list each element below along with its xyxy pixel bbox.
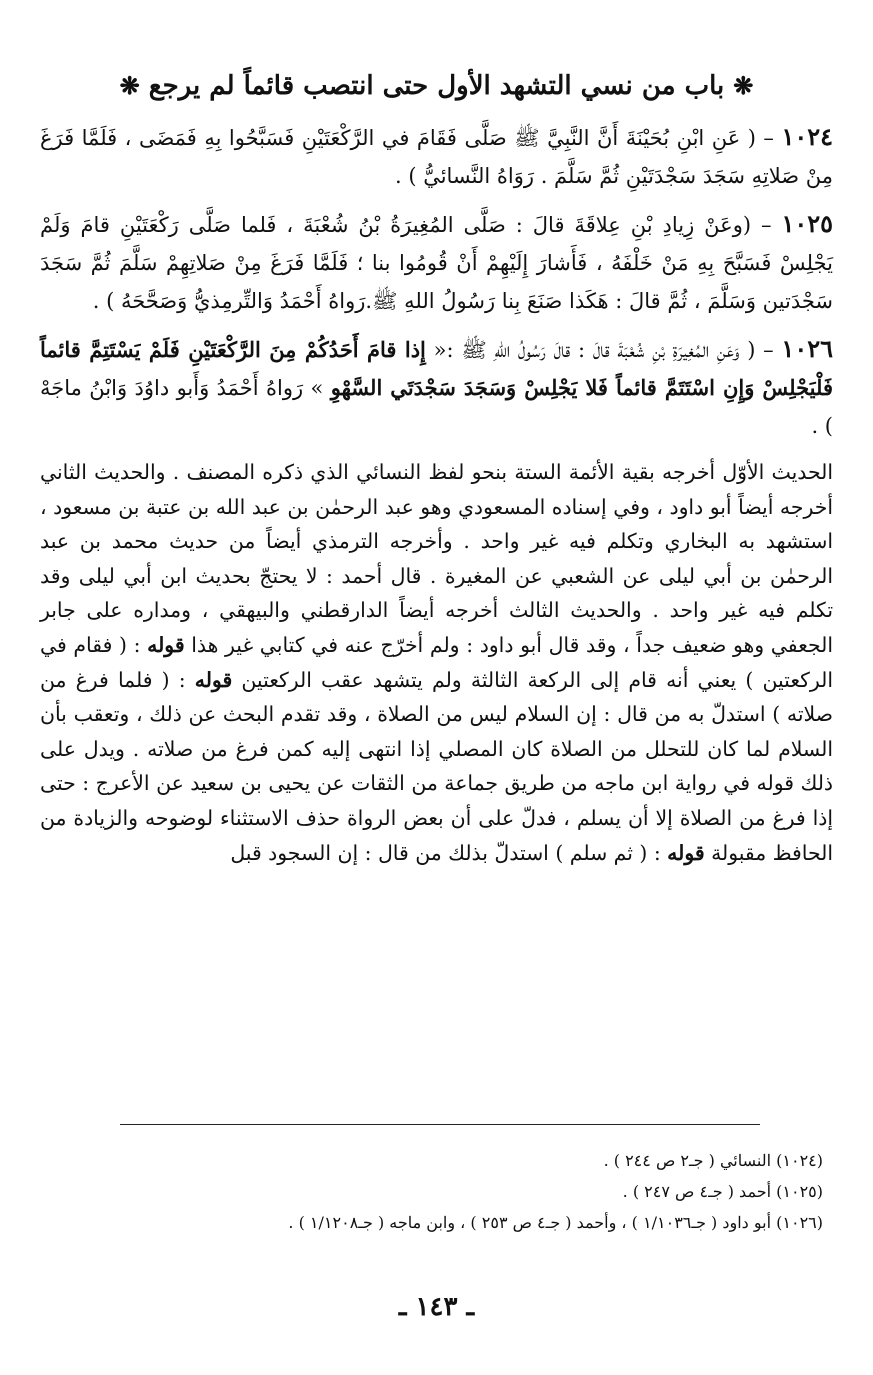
footnote-separator bbox=[120, 1124, 760, 1125]
hadith-text-prophetic-saying: إِذا قامَ أَحَدُكُمْ مِنَ الرَّكْعَتَيْنِ فَلَمْ يَسْتَتِمَّ قائماً فَلْيَجْلِسْ وَإِنِ اسْتَتَمَّ قائماً فَلا يَجْلِسْ وَسَجَدَ سَجْدَتَي السَّهْوِ bbox=[40, 337, 833, 400]
footnote-1025: (١٠٢٥) أحمد ( جـ٤ ص ٢٤٧ ) . bbox=[622, 1182, 823, 1201]
hadith-text-attribution: » رَواهُ أَحْمَدُ وَأَبو داوُدَ وَابْنُ ماجَهْ ) . bbox=[40, 376, 833, 438]
star-ornament-left-icon: ❋ bbox=[119, 71, 140, 100]
commentary-text: : ( فلما فرغ من صلاته ) استدلّ به من قال : إن السلام ليس من الصلاة ، وقد تقدم البحث عن ذلك ، وتعقب بأن السلام لما كان للتحلل من الصلاة كان المصلي إذا انتهى إليه كمن فرغ من صلاته . ويدل على ذلك قوله في رواية ابن ماجه من طريق جماعة من الثقات عن يحيى بن سعيد عن الأعرج : حتى إذا فرغ من الصلاة إلا أن يسلم ، فدلّ على أن بعض الرواة حذف الاستثناء لوضوحه والزيادة من الحافظ مقبولة bbox=[40, 667, 833, 865]
hadith-1026 bbox=[40, 330, 833, 445]
commentary-keyword: قوله bbox=[147, 632, 185, 657]
hadith-1024 bbox=[40, 118, 833, 195]
star-ornament-right-icon: ❋ bbox=[733, 71, 754, 100]
commentary-text: الحديث الأوّل أخرجه بقية الأئمة الستة بنحو لفظ النسائي الذي ذكره المصنف . والحديث الثاني أخرجه أيضاً أبو داود ، وفي إسناده المسعودي وهو عبد الرحمٰن بن عبد الله بن عتبة بن مسعود ، استشهد به البخاري وتكلم فيه غير واحد . وأخرجه الترمذي أيضاً من حديث محمد بن عبد الرحمٰن بن أبي ليلى عن الشعبي عن المغيرة . قال أحمد : لا يحتجّ بحديث ابن أبي ليلى وقد تكلم فيه غير واحد . والحديث الثالث أخرجه أيضاً الدارقطني والبيهقي ، ومداره على جابر الجعفي وهو ضعيف جداً ، وقد قال أبو داود : ولم أخرّج عنه في كتابي غير هذا bbox=[40, 460, 833, 657]
chapter-title-text: باب من نسي التشهد الأول حتى انتصب قائماً لم يرجع bbox=[148, 71, 725, 101]
hadith-number: ١٠٢٦ bbox=[781, 334, 833, 363]
hadith-text: – (وعَنْ زِيادِ بْنِ عِلاقَةَ قالَ : صَلَّى المُغِيرَةُ بْنُ شُعْبَةَ ، فَلما صَلَّى رَكْعَتَيْنِ قامَ وَلَمْ يَجْلِسْ فَسَبَّحَ بِهِ مَنْ خَلْفَهُ ، فَأَشارَ إِلَيْهِمْ أَنْ قُومُوا بنا ؛ فَلَمَّا فَرَغَ مِنْ صَلاتِهِمْ سَلَّمَ ثُمَّ سَجَدَ سَجْدَتين وَسَلَّمَ ، ثُمَّ قالَ : هَكَذا صَنَعَ بِنا رَسُولُ اللهِ ﷺ.رَواهُ أَحْمَدُ وَالتِّرمِذيُّ وَصَحَّحَهُ ) . bbox=[40, 213, 833, 313]
chapter-title bbox=[40, 64, 833, 108]
commentary bbox=[40, 455, 833, 870]
commentary-keyword: قوله bbox=[194, 667, 233, 692]
hadith-number: ١٠٢٤ bbox=[781, 122, 833, 151]
footnote-1024: (١٠٢٤) النسائي ( جـ٢ ص ٢٤٤ ) . bbox=[603, 1151, 823, 1170]
hadith-1025 bbox=[40, 205, 833, 320]
commentary-keyword: قوله bbox=[667, 840, 705, 865]
hadith-text-intro: – ( وَعَنِ المُغِيرَةِ بْنِ شُعْبَةَ قالَ : قالَ رَسُولُ اللهِ ﷺ :« bbox=[433, 338, 774, 362]
hadith-text: – ( عَنِ ابْنِ بُحَيْنَةَ أَنَّ النَّبِيَّ ﷺ صَلَّى فَقَامَ في الرَّكْعَتَيْنِ فَسَبَّحُوا بِهِ فَمَضَى ، فَلَمَّا فَرَغَ مِنْ صَلاتِهِ سَجَدَ سَجْدَتَيْنِ ثُمَّ سَلَّمَ . رَوَاهُ النَّسائيُّ ) . bbox=[40, 126, 833, 188]
hadith-number: ١٠٢٥ bbox=[781, 209, 833, 238]
footnotes bbox=[40, 1145, 823, 1238]
commentary-text: : ( ثم سلم ) استدلّ بذلك من قال : إن السجود قبل bbox=[230, 840, 661, 865]
commentary-text: : ( فقام في الركعتين ) يعني أنه قام إلى الركعة الثالثة ولم يتشهد عقب الركعتين bbox=[40, 632, 833, 692]
footnote-1026: (١٠٢٦) أبو داود ( جـ١/١٠٣٦ ) ، وأحمد ( جـ٤ ص ٢٥٣ ) ، وابن ماجه ( جـ١/١٢٠٨ ) . bbox=[288, 1213, 823, 1232]
page-number: ـ ١٤٣ ـ bbox=[398, 1292, 475, 1322]
